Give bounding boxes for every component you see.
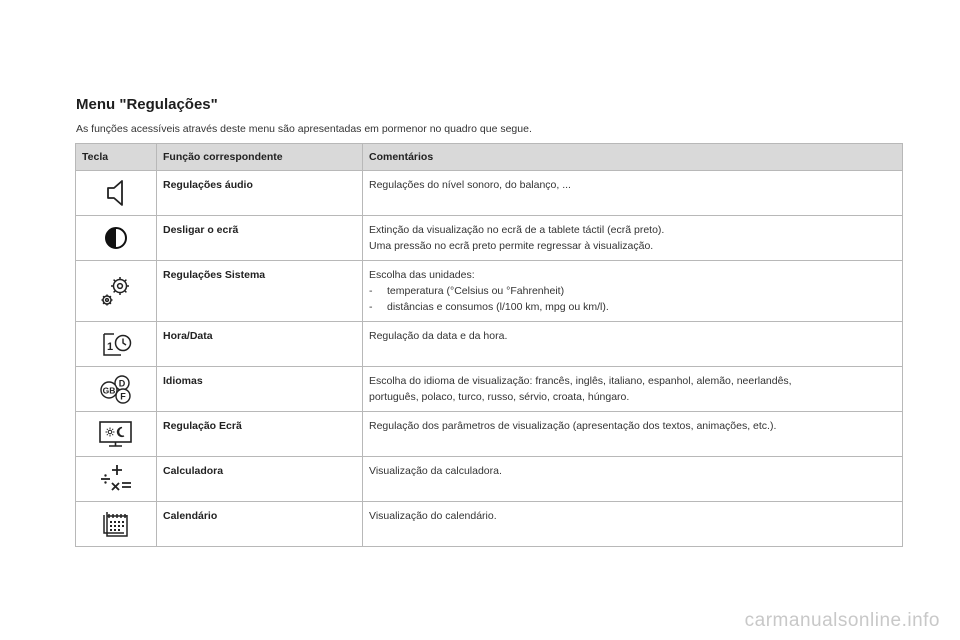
screen-brightness-icon xyxy=(97,419,135,449)
speaker-icon xyxy=(104,178,128,208)
lang-bottom-label: F xyxy=(120,391,126,402)
table-row xyxy=(76,457,903,502)
comment-line: Visualização do calendário. xyxy=(369,510,497,522)
comment-cell xyxy=(363,457,903,502)
table-row xyxy=(76,216,903,261)
page-title: Menu "Regulações" xyxy=(76,96,218,113)
function-label: Regulações áudio xyxy=(157,171,363,216)
bullet-item xyxy=(369,299,896,315)
lang-top-label: D xyxy=(118,378,126,389)
icon-cell xyxy=(76,171,157,216)
function-label: Desligar o ecrã xyxy=(157,216,363,261)
comment-cell xyxy=(363,367,903,412)
calendar-icon xyxy=(99,508,133,540)
settings-table xyxy=(75,143,903,547)
table-header-row xyxy=(76,144,903,171)
comment-cell xyxy=(363,261,903,322)
icon-cell xyxy=(76,367,157,412)
comment-line: Extinção da visualização no ecrã de a tablete táctil (ecrã preto). xyxy=(369,224,665,236)
function-label: Idiomas xyxy=(157,367,363,412)
table-row xyxy=(76,412,903,457)
table-row xyxy=(76,367,903,412)
comment-line: Regulações do nível sonoro, do balanço, ... xyxy=(369,179,571,191)
function-label: Calculadora xyxy=(157,457,363,502)
bullet-text: distâncias e consumos (l/100 km, mpg ou km/l). xyxy=(387,301,609,313)
comment-cell xyxy=(363,171,903,216)
lang-left-label: GB xyxy=(102,385,116,396)
function-label: Hora/Data xyxy=(157,322,363,367)
intro-text: As funções acessíveis através deste menu são apresentadas em pormenor no quadro que segue. xyxy=(76,123,532,135)
clock-digit: 1 xyxy=(107,341,114,353)
icon-cell xyxy=(76,261,157,322)
comment-line: Visualização da calculadora. xyxy=(369,465,502,477)
header-comments: Comentários xyxy=(363,144,903,171)
half-circle-icon xyxy=(103,225,129,251)
function-label: Calendário xyxy=(157,502,363,547)
table-row xyxy=(76,322,903,367)
function-label: Regulação Ecrã xyxy=(157,412,363,457)
calculator-icon xyxy=(97,463,135,495)
comment-line: Uma pressão no ecrã preto permite regressar à visualização. xyxy=(369,240,654,252)
comment-line: português, polaco, turco, russo, sérvio, croata, húngaro. xyxy=(369,391,630,403)
table-row xyxy=(76,261,903,322)
comment-cell xyxy=(363,322,903,367)
icon-cell xyxy=(76,502,157,547)
function-label: Regulações Sistema xyxy=(157,261,363,322)
clock-calendar-icon xyxy=(98,330,134,358)
comment-line: Regulação da data e da hora. xyxy=(369,330,508,342)
header-key: Tecla xyxy=(76,144,157,171)
languages-icon xyxy=(96,374,136,404)
icon-cell xyxy=(76,216,157,261)
bullet-text: temperatura (°Celsius ou °Fahrenheit) xyxy=(387,285,565,297)
header-function: Função correspondente xyxy=(157,144,363,171)
comment-cell xyxy=(363,412,903,457)
bullet-item xyxy=(369,283,896,299)
bullet-dash: - xyxy=(369,301,373,313)
comment-line: Escolha do idioma de visualização: francês, inglês, italiano, espanhol, alemão, neerlandês, xyxy=(369,375,792,387)
bullet-dash: - xyxy=(369,285,373,297)
comment-line: Regulação dos parâmetros de visualização (apresentação dos textos, animações, etc.). xyxy=(369,420,777,432)
table-row xyxy=(76,171,903,216)
watermark: carmanualsonline.info xyxy=(744,610,940,631)
table-row xyxy=(76,502,903,547)
comment-cell xyxy=(363,216,903,261)
comment-cell xyxy=(363,502,903,547)
gears-icon xyxy=(99,274,133,308)
icon-cell xyxy=(76,322,157,367)
icon-cell xyxy=(76,412,157,457)
comment-line: Escolha das unidades: xyxy=(369,269,475,281)
icon-cell xyxy=(76,457,157,502)
